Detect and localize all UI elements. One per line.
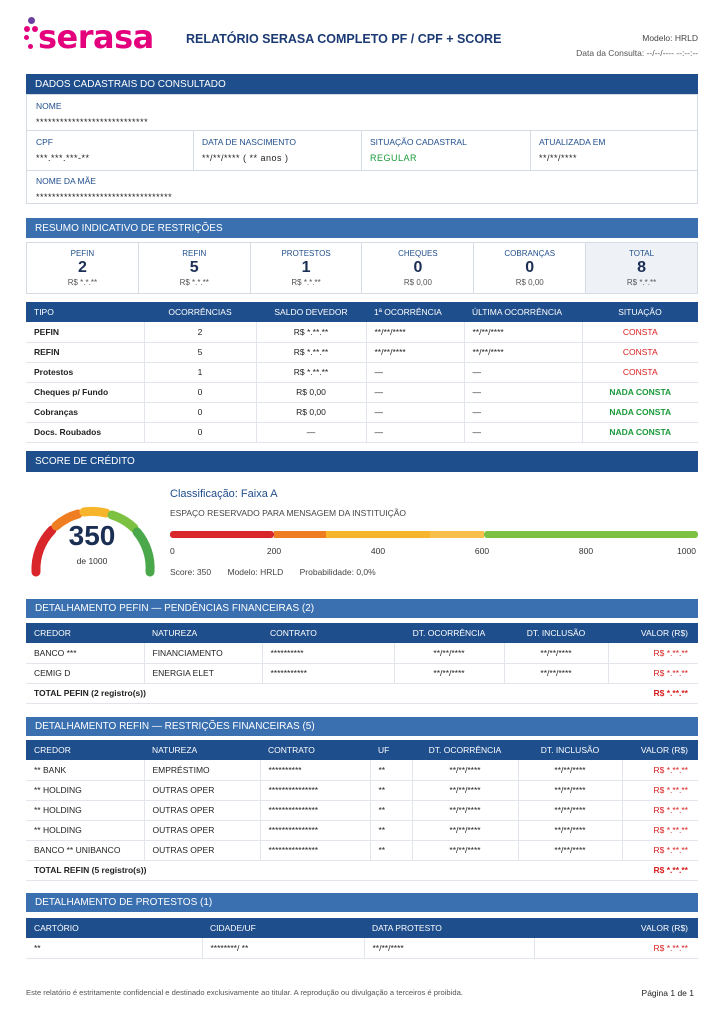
summary-count: 5 — [189, 259, 199, 276]
logo-text: serasa — [38, 18, 154, 56]
column-header: CREDOR — [26, 623, 144, 643]
column-header: NATUREZA — [144, 623, 262, 643]
cell-uf: ** — [370, 780, 412, 800]
cell-inclusao: **/**/**** — [504, 663, 608, 683]
summary-value: R$ *.*.** — [626, 278, 657, 287]
summary-value: R$ *.*.** — [291, 278, 321, 287]
column-header: VALOR (R$) — [608, 623, 698, 643]
pefin-table — [26, 623, 698, 704]
summary-cell-total — [586, 243, 697, 293]
cell-saldo: — — [256, 422, 366, 442]
cell-primeira: — — [366, 382, 464, 402]
mae-value: ********************************** — [36, 192, 173, 202]
cell-ocorrencias: 2 — [144, 322, 256, 342]
score-line: Score: 350 — [170, 567, 212, 577]
cell-saldo: R$ 0,00 — [256, 402, 366, 422]
total-value: R$ *.**.** — [608, 683, 698, 703]
institution-message: ESPAÇO RESERVADO PARA MENSAGEM DA INSTITUIÇÃO — [170, 508, 407, 518]
page-number: Página 1 de 1 — [641, 988, 694, 998]
cell-contrato: *************** — [260, 780, 370, 800]
protestos-table — [26, 918, 698, 959]
situacao-value: REGULAR — [370, 153, 418, 163]
cell-ocorrencia: **/**/**** — [412, 760, 518, 780]
cell-inclusao: **/**/**** — [518, 780, 622, 800]
page-title: RELATÓRIO SERASA COMPLETO PF / CPF + SCORE — [186, 32, 502, 46]
column-header: UF — [370, 740, 412, 760]
column-header: VALOR (R$) — [622, 740, 698, 760]
scale-segment — [170, 531, 274, 538]
table-row — [26, 780, 698, 800]
column-header: NATUREZA — [144, 740, 260, 760]
cell-ocorrencias: 1 — [144, 362, 256, 382]
modelo-line: Modelo: HRLD — [227, 567, 284, 577]
cell-valor: R$ *.**.** — [622, 840, 698, 860]
protestos-section-title: DETALHAMENTO DE PROTESTOS (1) — [26, 893, 698, 912]
cell-ocorrencias: 5 — [144, 342, 256, 362]
summary-label: COBRANÇAS — [504, 249, 556, 258]
scale-tick-label: 800 — [578, 546, 594, 556]
table-header — [26, 302, 698, 322]
cell-valor: R$ *.**.** — [622, 760, 698, 780]
cadastral-section-title: DADOS CADASTRAIS DO CONSULTADO — [26, 74, 698, 94]
cell-contrato: ********** — [260, 760, 370, 780]
summary-value: R$ 0,00 — [515, 278, 544, 287]
table-row — [26, 322, 698, 342]
cell-situacao: CONSTA — [582, 322, 698, 342]
cell-natureza: ENERGIA ELET — [144, 663, 262, 683]
cell-primeira: — — [366, 402, 464, 422]
cell-ocorrencia: **/**/**** — [412, 780, 518, 800]
column-header: CONTRATO — [262, 623, 394, 643]
table-row — [26, 663, 698, 683]
pefin-section-title: DETALHAMENTO PEFIN — PENDÊNCIAS FINANCEIRAS (2) — [26, 599, 698, 618]
cell-tipo: PEFIN — [26, 322, 144, 342]
cpf-label: CPF — [36, 137, 53, 147]
cell-saldo: R$ 0,00 — [256, 382, 366, 402]
score-area — [26, 472, 698, 590]
cell-saldo: R$ *.**.** — [256, 322, 366, 342]
summary-count: 0 — [525, 259, 535, 276]
table-row — [26, 382, 698, 402]
table-header — [26, 623, 698, 643]
cell-cartorio: ** — [26, 938, 202, 958]
column-header: DT. INCLUSÃO — [518, 740, 622, 760]
cell-ultima: **/**/**** — [464, 342, 582, 362]
cell-tipo: Docs. Roubados — [26, 422, 144, 442]
total-label: TOTAL REFIN (5 registro(s)) — [26, 860, 622, 880]
total-label: TOTAL PEFIN (2 registro(s)) — [26, 683, 608, 703]
cell-credor: ** HOLDING — [26, 780, 144, 800]
cell-saldo: R$ *.**.** — [256, 362, 366, 382]
mae-label: NOME DA MÃE — [36, 176, 96, 186]
summary-count: 8 — [637, 259, 646, 276]
refin-section-title: DETALHAMENTO REFIN — RESTRIÇÕES FINANCEIRAS (5) — [26, 717, 698, 736]
cell-contrato: *************** — [260, 840, 370, 860]
cell-contrato: ********** — [262, 643, 394, 663]
cell-inclusao: **/**/**** — [518, 800, 622, 820]
score-of: de 1000 — [76, 556, 108, 566]
resumo-table — [26, 302, 698, 443]
atualizada-field — [539, 137, 605, 163]
cell-natureza: FINANCIAMENTO — [144, 643, 262, 663]
scale-tick-label: 0 — [170, 546, 175, 556]
cell-natureza: OUTRAS OPER — [144, 820, 260, 840]
cell-credor: ** HOLDING — [26, 820, 144, 840]
table-row — [26, 760, 698, 780]
column-header: VALOR (R$) — [534, 918, 698, 938]
total-row — [26, 860, 698, 880]
cell-ocorrencia: **/**/**** — [412, 840, 518, 860]
column-header: CIDADE/UF — [202, 918, 364, 938]
cell-credor: ** BANK — [26, 760, 144, 780]
cell-valor: R$ *.**.** — [622, 820, 698, 840]
column-header: DT. OCORRÊNCIA — [412, 740, 518, 760]
nascimento-label: DATA DE NASCIMENTO — [202, 137, 296, 147]
cell-valor: R$ *.**.** — [622, 800, 698, 820]
mae-field — [36, 176, 172, 202]
table-header — [26, 918, 698, 938]
summary-count: 1 — [301, 259, 311, 276]
cell-ultima: **/**/**** — [464, 322, 582, 342]
nascimento-value: **/**/**** ( ** anos ) — [202, 153, 289, 163]
cell-ocorrencias: 0 — [144, 382, 256, 402]
summary-label: CHEQUES — [398, 249, 438, 258]
cell-ultima: — — [464, 362, 582, 382]
cell-valor: R$ *.**.** — [534, 938, 698, 958]
cell-credor: BANCO *** — [26, 643, 144, 663]
column-header: DT. OCORRÊNCIA — [394, 623, 504, 643]
cell-situacao: CONSTA — [582, 342, 698, 362]
summary-value: R$ *.*.** — [67, 278, 98, 287]
cell-natureza: OUTRAS OPER — [144, 800, 260, 820]
nome-field — [36, 101, 148, 127]
cell-inclusao: **/**/**** — [518, 760, 622, 780]
cell-primeira: **/**/**** — [366, 342, 464, 362]
summary-cell-protestos — [251, 243, 363, 293]
cell-situacao: NADA CONSTA — [582, 402, 698, 422]
cell-situacao: CONSTA — [582, 362, 698, 382]
cell-contrato: *************** — [260, 800, 370, 820]
cell-ocorrencia: **/**/**** — [394, 663, 504, 683]
table-row — [26, 362, 698, 382]
table-row — [26, 840, 698, 860]
cell-ocorrencia: **/**/**** — [412, 800, 518, 820]
cell-ultima: — — [464, 402, 582, 422]
cell-tipo: Protestos — [26, 362, 144, 382]
cell-uf: ** — [370, 820, 412, 840]
column-header: CARTÓRIO — [26, 918, 202, 938]
cell-uf: ** — [370, 800, 412, 820]
serasa-logo — [24, 16, 154, 56]
score-classification: Classificação: Faixa A — [170, 488, 278, 500]
scale-tick-label: 600 — [474, 546, 490, 556]
cell-saldo: R$ *.**.** — [256, 342, 366, 362]
table-row — [26, 422, 698, 442]
scale-segment — [430, 531, 484, 538]
cell-natureza: OUTRAS OPER — [144, 780, 260, 800]
cell-natureza: EMPRÉSTIMO — [144, 760, 260, 780]
cell-tipo: Cheques p/ Fundo — [26, 382, 144, 402]
scale-segment — [326, 531, 430, 538]
resumo-section-title: RESUMO INDICATIVO DE RESTRIÇÕES — [26, 218, 698, 238]
column-header: SITUAÇÃO — [582, 302, 698, 322]
column-header: DATA PROTESTO — [364, 918, 534, 938]
cpf-value: ***.***.***-** — [36, 153, 90, 163]
score-meta — [170, 567, 390, 577]
cell-ocorrencia: **/**/**** — [394, 643, 504, 663]
score-value: 350 — [68, 520, 116, 551]
cell-ultima: — — [464, 422, 582, 442]
model-label: Modelo: HRLD — [642, 33, 698, 43]
situacao-field — [370, 137, 467, 163]
table-row — [26, 402, 698, 422]
cell-tipo: REFIN — [26, 342, 144, 362]
summary-label: PROTESTOS — [281, 249, 331, 258]
column-header: 1ª OCORRÊNCIA — [366, 302, 464, 322]
summary-value: R$ 0,00 — [403, 278, 432, 287]
summary-cell-pefin — [27, 243, 139, 293]
cell-primeira: — — [366, 362, 464, 382]
score-section-title: SCORE DE CRÉDITO — [26, 451, 698, 472]
nome-label: NOME — [36, 101, 62, 111]
cell-inclusao: **/**/**** — [518, 840, 622, 860]
summary-count: 0 — [413, 259, 423, 276]
summary-cell-cheques — [362, 243, 474, 293]
cell-tipo: Cobranças — [26, 402, 144, 422]
summary-cell-cobrancas — [474, 243, 586, 293]
cell-credor: ** HOLDING — [26, 800, 144, 820]
cell-contrato: *********** — [262, 663, 394, 683]
cell-credor: BANCO ** UNIBANCO — [26, 840, 144, 860]
column-header: CREDOR — [26, 740, 144, 760]
table-row — [26, 820, 698, 840]
column-header: DT. INCLUSÃO — [504, 623, 608, 643]
cell-natureza: OUTRAS OPER — [144, 840, 260, 860]
cell-valor: R$ *.**.** — [608, 663, 698, 683]
column-header: ÚLTIMA OCORRÊNCIA — [464, 302, 582, 322]
summary-count: 2 — [77, 259, 87, 276]
confidential-note: Este relatório é estritamente confidencial e destinado exclusivamente ao titular. A reprodução ou divulgação a terceiros é proibida. — [26, 988, 463, 997]
scale-tick-label: 200 — [266, 546, 282, 556]
total-row — [26, 683, 698, 703]
scale-tick-label: 400 — [370, 546, 386, 556]
cell-primeira: **/**/**** — [366, 322, 464, 342]
summary-cell-refin — [139, 243, 251, 293]
scale-tick-label: 1000 — [677, 546, 696, 556]
summary-label: PEFIN — [70, 249, 95, 258]
cell-valor: R$ *.**.** — [608, 643, 698, 663]
cell-primeira: — — [366, 422, 464, 442]
table-row — [26, 342, 698, 362]
consult-date: Data da Consulta: --/--/---- --:--:-- — [576, 48, 698, 58]
cell-data: **/**/**** — [364, 938, 534, 958]
cell-ocorrencias: 0 — [144, 422, 256, 442]
report-header — [0, 0, 724, 66]
cell-contrato: *************** — [260, 820, 370, 840]
cell-ocorrencias: 0 — [144, 402, 256, 422]
nascimento-field — [202, 137, 296, 163]
cell-inclusao: **/**/**** — [504, 643, 608, 663]
summary-value: R$ *.*.** — [179, 278, 209, 287]
table-row — [26, 938, 698, 958]
cpf-field — [36, 137, 90, 163]
probabilidade-line: Probabilidade: 0,0% — [299, 567, 376, 577]
score-scale-bar — [170, 528, 698, 562]
summary-label: REFIN — [182, 249, 207, 258]
column-header: SALDO DEVEDOR — [256, 302, 366, 322]
cell-inclusao: **/**/**** — [518, 820, 622, 840]
cell-credor: CEMIG D — [26, 663, 144, 683]
situacao-label: SITUAÇÃO CADASTRAL — [370, 137, 467, 147]
nome-value: **************************** — [36, 117, 149, 127]
resumo-summary — [26, 242, 698, 294]
atualizada-label: ATUALIZADA EM — [539, 137, 606, 147]
total-value: R$ *.**.** — [622, 860, 698, 880]
cell-ultima: — — [464, 382, 582, 402]
cell-situacao: NADA CONSTA — [582, 422, 698, 442]
column-header: CONTRATO — [260, 740, 370, 760]
cell-valor: R$ *.**.** — [622, 780, 698, 800]
cell-situacao: NADA CONSTA — [582, 382, 698, 402]
refin-table — [26, 740, 698, 881]
scale-segment — [274, 531, 326, 538]
cell-uf: ** — [370, 840, 412, 860]
table-header — [26, 740, 698, 760]
scale-segment — [484, 531, 698, 538]
table-row — [26, 800, 698, 820]
cell-ocorrencia: **/**/**** — [412, 820, 518, 840]
cell-cidade: ********/ ** — [202, 938, 364, 958]
column-header: OCORRÊNCIAS — [144, 302, 256, 322]
cell-uf: ** — [370, 760, 412, 780]
column-header: TIPO — [26, 302, 144, 322]
atualizada-value: **/**/**** — [539, 153, 578, 163]
cadastral-box — [26, 94, 698, 204]
table-row — [26, 643, 698, 663]
summary-label: TOTAL — [629, 249, 655, 258]
